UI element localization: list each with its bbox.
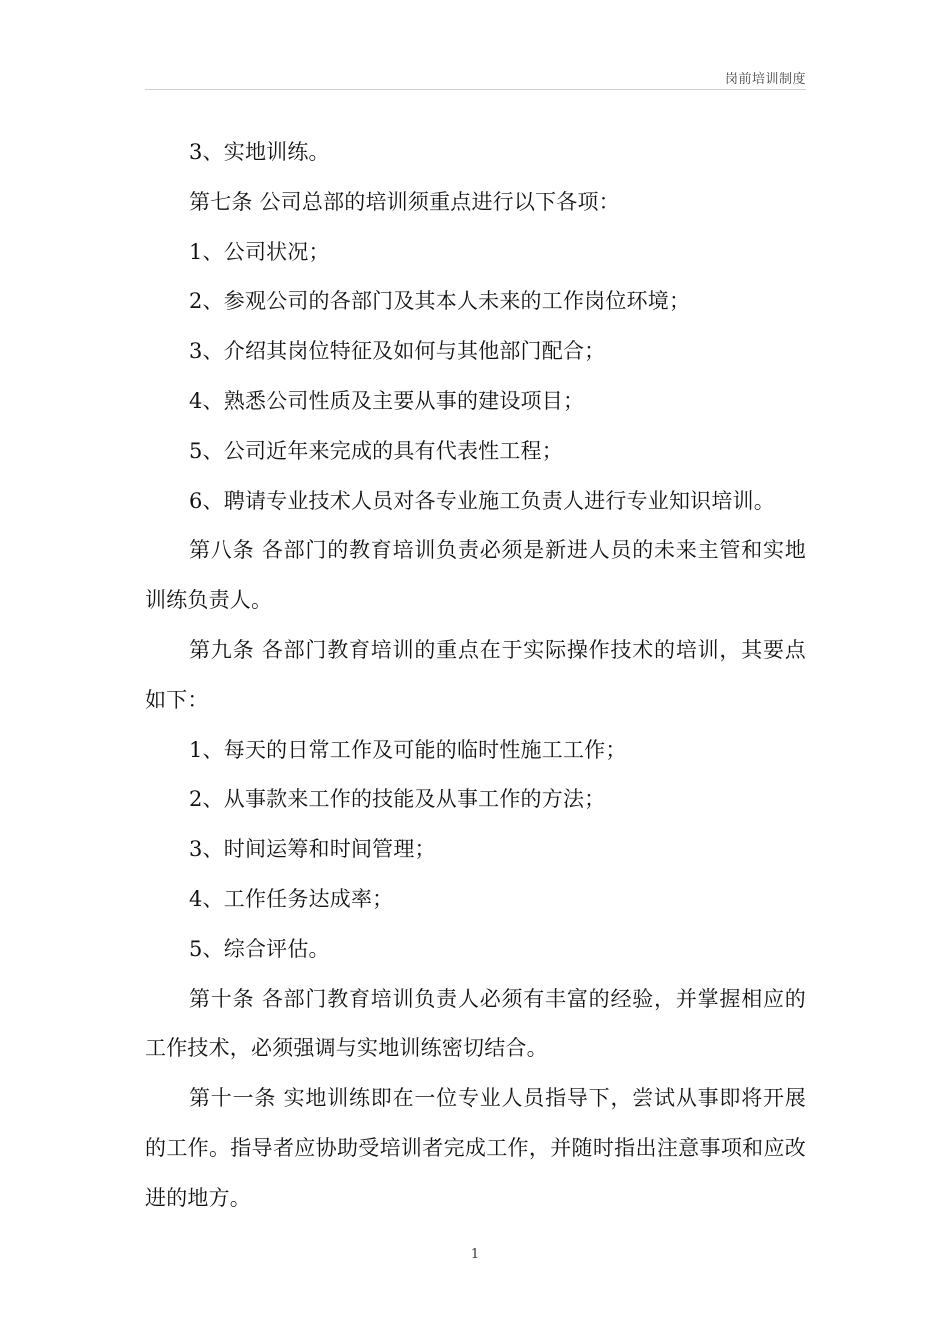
list-item: 2、参观公司的各部门及其本人未来的工作岗位环境；: [189, 289, 691, 314]
article-8: 第八条 各部门的教育培训负责必须是新进人员的未来主管和实地训练负责人。: [145, 538, 806, 613]
article-heading-7: 第七条 公司总部的培训须重点进行以下各项：: [189, 189, 620, 214]
list-item: 1、每天的日常工作及可能的临时性施工工作；: [189, 737, 627, 762]
list-item: 5、公司近年来完成的具有代表性工程；: [189, 438, 563, 463]
paragraph: 3、实地训练。: [189, 140, 330, 164]
page-footer: [0, 1247, 950, 1262]
document-body: [145, 128, 806, 1224]
list-item: 2、从事款来工作的技能及从事工作的方法；: [189, 787, 606, 812]
article-11: 第十一条 实地训练即在一位专业人员指导下，尝试从事即将开展的工作。指导者应协助受培训者完成工作，并随时指出注意事项和应改进的地方。: [145, 1086, 806, 1210]
header-title: 岗前培训制度: [724, 72, 806, 87]
article-9: 第九条 各部门教育培训的重点在于实际操作技术的培训，其要点如下：: [145, 637, 806, 712]
list-item: 3、介绍其岗位特征及如何与其他部门配合；: [189, 339, 606, 364]
list-item: 5、综合评估。: [189, 936, 330, 961]
list-item: 4、工作任务达成率；: [189, 886, 394, 911]
list-item: 1、公司状况；: [189, 239, 330, 264]
list-item: 3、时间运筹和时间管理；: [189, 837, 436, 862]
page-number: 1: [470, 1247, 480, 1262]
page-header: [145, 68, 806, 90]
list-item: 4、熟悉公司性质及主要从事的建设项目；: [189, 388, 585, 413]
list-item: 6、聘请专业技术人员对各专业施工负责人进行专业知识培训。: [189, 488, 775, 513]
article-10: 第十条 各部门教育培训负责人必须有丰富的经验，并掌握相应的工作技术，必须强调与实地训练密切结合。: [145, 986, 806, 1061]
